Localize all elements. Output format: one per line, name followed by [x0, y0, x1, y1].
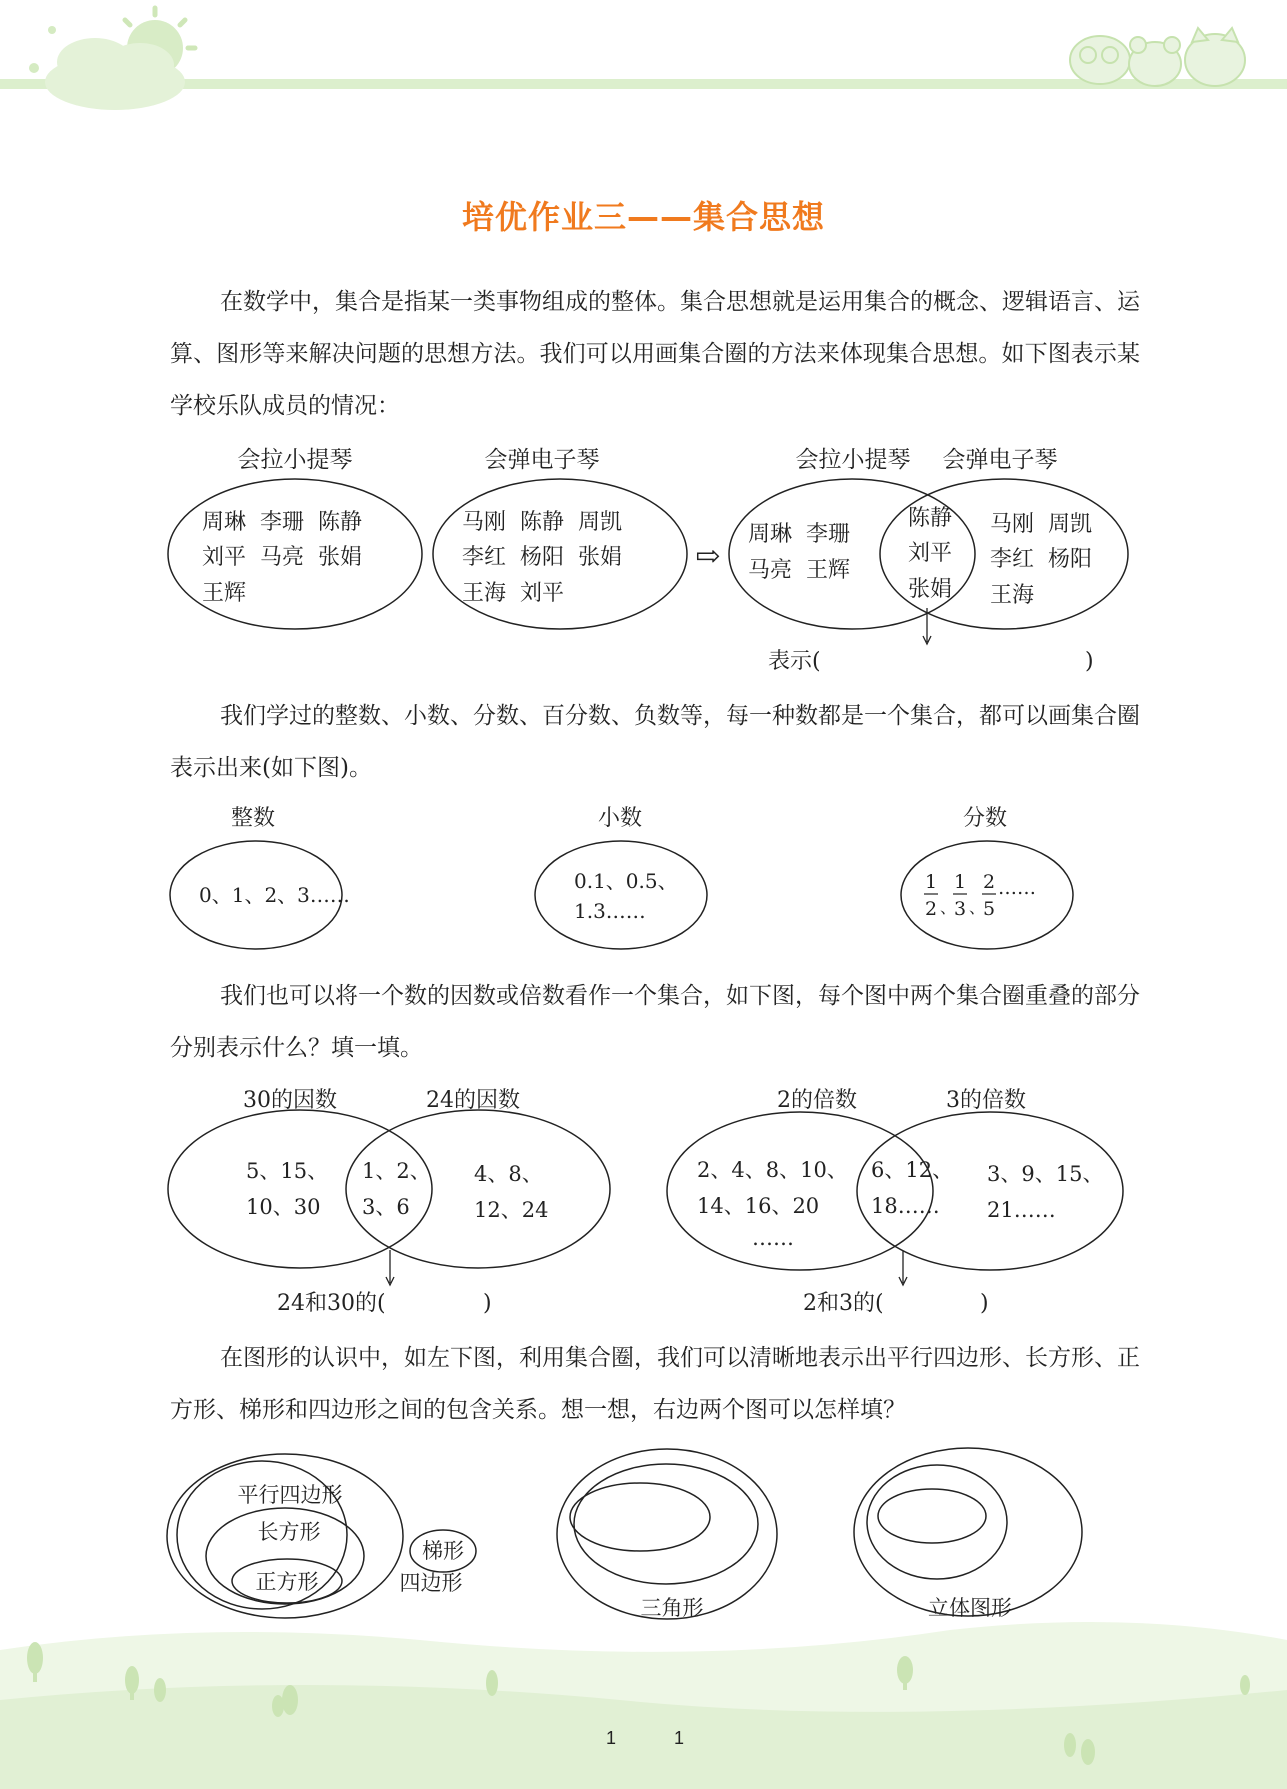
multiples-mid-row: 18…… — [871, 1194, 940, 1218]
factors-right-row: 4、8、 — [474, 1162, 543, 1186]
both-row: 张娟 — [907, 577, 953, 602]
multiples-mid-row: 6、12、 — [871, 1158, 954, 1182]
trapezoid-label: 梯形 — [422, 1539, 464, 1563]
fraction-denominator: 5 — [982, 898, 996, 920]
number-sets-diagram — [0, 795, 1287, 965]
shapes-diagram — [0, 1440, 1287, 1640]
factors-30-set — [168, 1110, 432, 1268]
triangle-middle-set — [574, 1464, 758, 1584]
multiples-right-label: 3的倍数 — [946, 1088, 1026, 1113]
keyboard-only-row: 王海 — [990, 583, 1035, 608]
factors-right-row: 12、24 — [474, 1198, 549, 1222]
violin-only-row: 周琳 李珊 — [748, 522, 850, 547]
triangle-outer-set — [557, 1449, 777, 1619]
square-label: 正方形 — [255, 1570, 319, 1594]
multiples-left-row: …… — [752, 1226, 794, 1250]
multiples-2-set — [667, 1112, 933, 1270]
integer-label: 整数 — [230, 806, 276, 831]
fraction-numerator: 2 — [982, 871, 996, 893]
decimal-label: 小数 — [597, 806, 643, 831]
factors-mid-row: 1、2、 — [362, 1159, 431, 1183]
multiples-left-label: 2的倍数 — [777, 1088, 857, 1113]
factors-left-label: 30的因数 — [243, 1088, 337, 1113]
fraction-numerator: 1 — [924, 871, 938, 893]
solid-inner-set — [878, 1489, 986, 1543]
violin-label: 会拉小提琴 — [237, 447, 353, 473]
decimal-row: 1.3…… — [574, 899, 646, 923]
page-title: 培优作业三——集合思想 — [461, 198, 825, 236]
both-row: 刘平 — [907, 541, 953, 566]
keyboard-label: 会弹电子琴 — [484, 447, 600, 473]
parallelogram-label: 平行四边形 — [237, 1483, 343, 1507]
multiples-answer-label: 2和3的( — [803, 1291, 884, 1316]
fraction-denominator: 2 — [924, 898, 938, 920]
both-row: 陈静 — [907, 506, 953, 531]
multiples-right-row: 21…… — [987, 1198, 1056, 1222]
violin-row: 王辉 — [202, 581, 247, 606]
violin-row: 刘平 马亮 张娟 — [202, 545, 362, 570]
factors-left-row: 10、30 — [246, 1195, 321, 1219]
factors-paragraph — [170, 970, 1140, 1074]
factors-answer-label: 24和30的( — [277, 1291, 386, 1316]
rectangle-label: 长方形 — [257, 1520, 321, 1544]
factors-multiples-diagram — [0, 1075, 1287, 1335]
keyboard-only-row: 李红 杨阳 — [990, 547, 1092, 572]
solid-middle-set — [867, 1465, 1007, 1579]
factors-24-set — [346, 1110, 610, 1268]
fraction-ellipsis: …… — [998, 877, 1036, 899]
violin-only-row: 马亮 王辉 — [748, 558, 850, 583]
numbers-text: 我们学过的整数、小数、分数、百分数、负数等，每一种数都是一个集合，都可以画集合圈表示出来(如下图)。 — [170, 703, 1140, 781]
integer-value: 0、1、2、3…… — [199, 883, 350, 907]
factors-text: 我们也可以将一个数的因数或倍数看作一个集合，如下图，每个图中两个集合圈重叠的部分分别表示什么？填一填。 — [170, 983, 1140, 1061]
intro-text: 在数学中，集合是指某一类事物组成的整体。集合思想就是运用集合的概念、逻辑语言、运算、图形等来解决问题的思想方法。我们可以用画集合圈的方法来体现集合思想。如下图表示某学校乐队成员的情况： — [170, 289, 1140, 419]
factors-answer-close: ) — [483, 1291, 492, 1316]
factors-mid-row: 3、6 — [362, 1195, 410, 1219]
keyboard-label: 会弹电子琴 — [942, 447, 1058, 473]
answer-label: 表示( — [768, 649, 821, 674]
violin-row: 周琳 李珊 陈静 — [202, 510, 362, 535]
multiples-left-row: 2、4、8、10、 — [697, 1158, 848, 1182]
star-icon — [29, 26, 56, 73]
answer-close: ) — [1085, 649, 1094, 674]
decimal-set — [535, 841, 707, 949]
triangle-inner-set — [570, 1483, 710, 1551]
fraction-numerator: 1 — [953, 871, 967, 893]
fraction-list — [924, 871, 1036, 920]
right-arrow-icon: ⇨ — [695, 539, 721, 574]
factors-right-label: 24的因数 — [426, 1088, 520, 1113]
fraction-label: 分数 — [962, 806, 1008, 831]
factors-left-row: 5、15、 — [246, 1159, 329, 1183]
keyboard-only-row: 马刚 周凯 — [990, 512, 1092, 537]
decimal-row: 0.1、0.5、 — [574, 869, 678, 893]
keyboard-row: 马刚 陈静 周凯 — [462, 510, 622, 535]
multiples-right-row: 3、9、15、 — [987, 1162, 1104, 1186]
quadrilateral-label: 四边形 — [399, 1571, 463, 1595]
multiples-left-row: 14、16、20 — [697, 1194, 820, 1218]
shapes-paragraph — [170, 1332, 1140, 1436]
page-number-right: 1 — [674, 1728, 685, 1748]
fraction-set — [901, 841, 1073, 949]
multiples-3-set — [857, 1112, 1123, 1270]
keyboard-row: 王海 刘平 — [462, 581, 564, 606]
intro-paragraph — [170, 276, 1140, 432]
multiples-answer-close: ) — [980, 1291, 989, 1316]
fraction-denominator: 3 — [953, 898, 967, 920]
numbers-paragraph — [170, 690, 1140, 794]
keyboard-row: 李红 杨阳 张娟 — [462, 545, 622, 570]
shapes-text: 在图形的认识中，如左下图，利用集合圈，我们可以清晰地表示出平行四边形、长方形、正方形、梯形和四边形之间的包含关系。想一想，右边两个图可以怎样填？ — [170, 1345, 1140, 1423]
triangle-label: 三角形 — [640, 1596, 704, 1620]
solid-label: 立体图形 — [928, 1596, 1012, 1620]
band-venn-diagram — [0, 430, 1287, 680]
page-number-left: 1 — [606, 1728, 617, 1748]
fraction-separator: 、 — [969, 898, 986, 917]
violin-label: 会拉小提琴 — [795, 447, 911, 473]
cartoon-animals-icon — [1070, 28, 1245, 86]
fraction-separator: 、 — [940, 898, 957, 917]
